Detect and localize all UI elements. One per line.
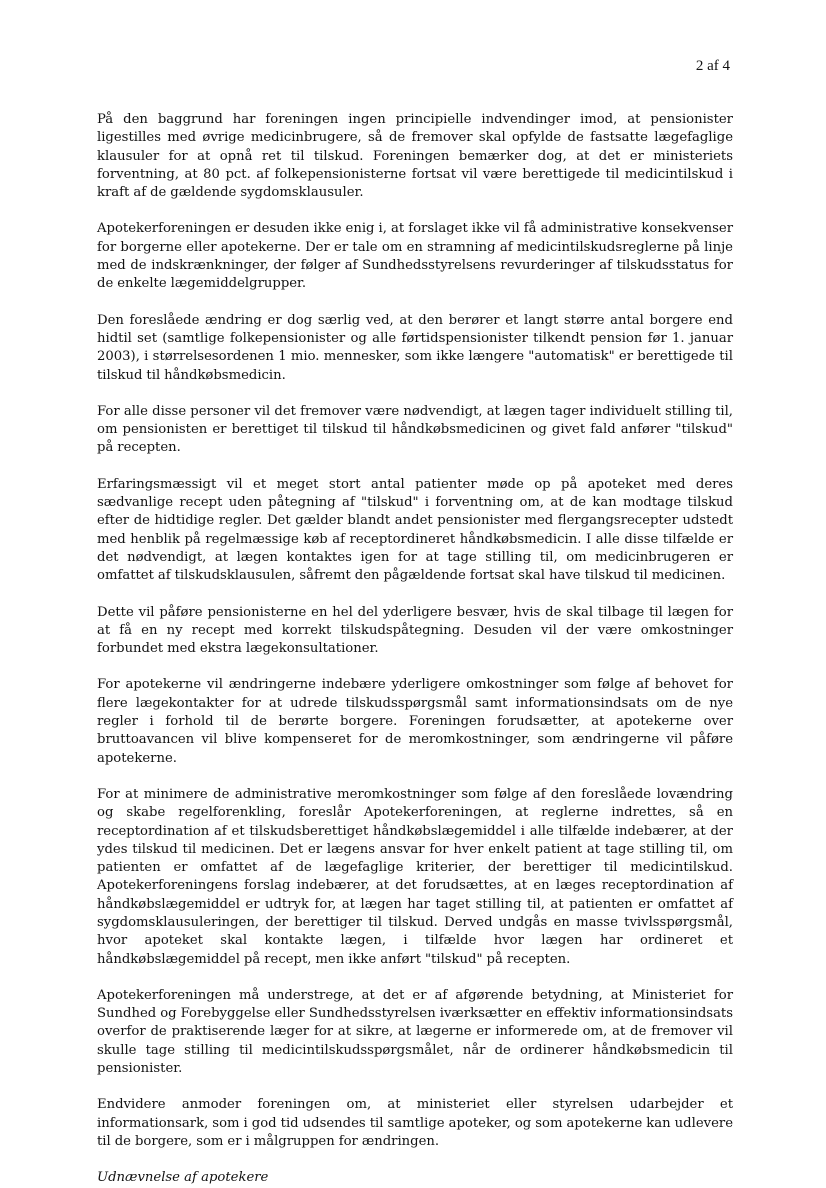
paragraph: På den baggrund har foreningen ingen principielle indvendinger imod, at pensionister ligestilles med øvrige medicinbrugere, så de fremover skal opfylde de fastsatte lægefaglige klausuler for at opnå ret til tilskud. Foreningen bemærker dog, at det er ministeriets forventning, at 80 pct. af folkepensionisterne fortsat vil være berettigede til medicintilskud i kraft af de gældende sygdomsklausuler. [97,112,733,201]
page-number: 2 af 4 [695,58,730,74]
paragraph: Den foreslåede ændring er dog særlig ved, at den berører et langt større antal borgere end hidtil set (samtlige folkepensionister og alle førtidspensionister tilkendt pension før 1. januar 2003), i størrelsesordenen 1 mio. mennesker, som ikke længere "automatisk" er berettigede til tilskud til håndkøbsmedicin. [97,312,733,383]
section-heading: Udnævnelse af apotekere [97,1170,269,1186]
paragraph: Apotekerforeningen må understrege, at det er af afgørende betydning, at Ministeriet for Sundhed og Forebyggelse eller Sundhedsstyrelsen iværksætter en effektiv informationsindsats overfor de praktiserende læger for at sikre, at lægerne er informerede om, at de fremover vil skulle tage stilling til medicintilskudsspørgsmålet, når de ordinerer håndkøbsmedicin til pensionister. [97,987,733,1077]
paragraph: For alle disse personer vil det fremover være nødvendigt, at lægen tager individuelt stilling til, om pensionisten er berettiget til tilskud til håndkøbsmedicinen og givet fald anfører "tilskud" på recepten. [97,403,733,456]
letter-body [97,111,733,1188]
paragraph: For at minimere de administrative meromkostninger som følge af den foreslåede lovændring og skabe regelforenkling, foreslår Apotekerforeningen, at reglerne indrettes, så en receptordination af et tilskudsberettiget håndkøbslægemiddel i alle tilfælde indebærer, at der ydes tilskud til medicinen. Det er lægens ansvar for hver enkelt patient at tage stilling til, om patienten er omfattet af de lægefaglige kriterier, der berettiger til medicintilskud. Apotekerforeningens forslag indebærer, at det forudsættes, at en læges receptordination af håndkøbslægemiddel er udtryk for, at lægen har taget stilling til, at patienten er omfattet af sygdomsklausuleringen, der berettiger til tilskud. Derved undgås en masse tvivlsspørgsmål, hvor apoteket skal kontakte lægen, i tilfælde hvor lægen har ordineret et håndkøbslægemiddel på recept, men ikke anført "tilskud" på recepten. [97,786,733,967]
paragraph: For apotekerne vil ændringerne indebære yderligere omkostninger som følge af behovet for flere lægekontakter for at udrede tilskudsspørgsmål samt informationsindsats om de nye regler i forhold til de berørte borgere. Foreningen forudsætter, at apotekerne over bruttoavancen vil blive kompenseret for de meromkostninger, som ændringerne vil påføre apotekerne. [97,677,733,766]
paragraph: Erfaringsmæssigt vil et meget stort antal patienter møde op på apoteket med deres sædvanlige recept uden påtegning af "tilskud" i forventning om, at de kan modtage tilskud efter de hidtidige regler. Det gælder blandt andet pensionister med flergangsrecepter udstedt med henblik på regelmæssige køb af receptordineret håndkøbsmedicin. I alle disse tilfælde er det nødvendigt, at lægen kontaktes igen for at tage stilling til, om medicinbrugeren er omfattet af tilskudsklausulen, såfremt den pågældende fortsat skal have tilskud til medicinen. [97,476,733,584]
paragraph: Endvidere anmoder foreningen om, at ministeriet eller styrelsen udarbejder et informationsark, som i god tid udsendes til samtlige apoteker, og som apotekerne kan udlevere til de borgere, som er i målgruppen for ændringen. [97,1097,733,1149]
paragraph: Dette vil påføre pensionisterne en hel del yderligere besvær, hvis de skal tilbage til lægen for at få en ny recept med korrekt tilskudspåtegning. Desuden vil der være omkostninger forbundet med ekstra lægekonsultationer. [97,604,733,657]
paragraph: Apotekerforeningen er desuden ikke enig i, at forslaget ikke vil få administrative konsekvenser for borgerne eller apotekerne. Der er tale om en stramning af medicintilskudsreglerne på linje med de indskrænkninger, der følger af Sundhedsstyrelsens revurderinger af tilskudsstatus for de enkelte lægemiddelgrupper. [97,221,733,292]
